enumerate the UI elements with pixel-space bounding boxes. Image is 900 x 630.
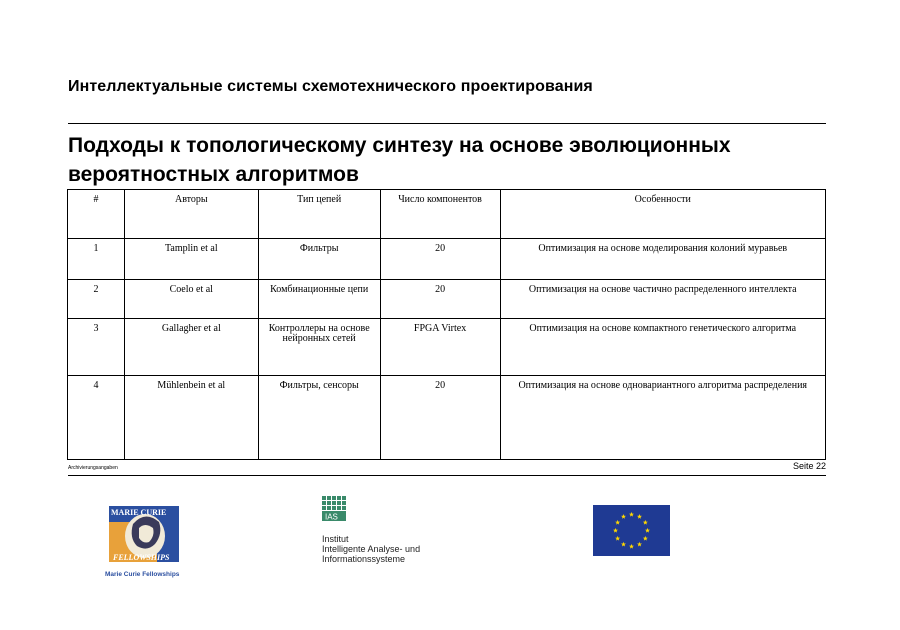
eu-flag-logo: [593, 505, 670, 556]
table-row: [68, 375, 826, 459]
cell-circuit-type: Фильтры: [258, 239, 380, 280]
table-row: [68, 239, 826, 280]
header-cell-components: Число компонентов: [380, 190, 500, 239]
cell-components: 20: [380, 375, 500, 459]
cell-number: 2: [68, 279, 125, 319]
cell-authors: Gallagher et al: [124, 319, 258, 375]
archive-note: Archivierungsangaben: [68, 465, 118, 471]
approaches-table: [67, 189, 826, 460]
cell-features: Оптимизация на основе моделирования колоний муравьев: [500, 239, 826, 280]
cell-components: FPGA Virtex: [380, 319, 500, 375]
cell-number: 3: [68, 319, 125, 375]
header-divider: [68, 123, 826, 124]
ias-line-3: Informationssysteme: [322, 554, 406, 564]
cell-authors: Tamplin et al: [124, 239, 258, 280]
cell-authors: Mühlenbein et al: [124, 375, 258, 459]
cell-circuit-type: Комбинационные цепи: [258, 279, 380, 319]
cell-circuit-type: Контроллеры на основе нейронных сетей: [258, 319, 380, 375]
marie-curie-logo-line1: MARIE CURIE: [111, 508, 167, 517]
table-row: [68, 279, 826, 319]
cell-circuit-type: Фильтры, сенсоры: [258, 375, 380, 459]
cell-number: 4: [68, 375, 125, 459]
marie-curie-logo: [103, 500, 203, 580]
table-row: [68, 319, 826, 375]
marie-curie-logo-line2: FELLOWSHIPS: [113, 553, 170, 562]
header-cell-number: #: [68, 190, 125, 239]
ias-line-1: Institut: [322, 534, 349, 544]
slide-title: Подходы к топологическому синтезу на основе эволюционных вероятностных алгоритмов: [68, 134, 731, 186]
header-cell-circuit-type: Тип цепей: [258, 190, 380, 239]
cell-features: Оптимизация на основе одновариантного алгоритма распределения: [500, 375, 826, 459]
marie-curie-caption: Marie Curie Fellowships: [105, 571, 180, 578]
cell-components: 20: [380, 239, 500, 280]
footer-divider: [68, 475, 826, 476]
ias-line-2: Intelligente Analyse- und: [322, 544, 421, 554]
ias-institute-name: [322, 534, 420, 564]
presentation-header-title: Интеллектуальные системы схемотехнического проектирования: [68, 78, 593, 95]
cell-authors: Coelo et al: [124, 279, 258, 319]
page-number: Seite 22: [792, 461, 826, 471]
cell-number: 1: [68, 239, 125, 280]
cell-features: Оптимизация на основе частично распределенного интеллекта: [500, 279, 826, 319]
ias-mark: IAS: [325, 512, 338, 522]
cell-components: 20: [380, 279, 500, 319]
header-cell-features: Особенности: [500, 190, 826, 239]
header-cell-authors: Авторы: [124, 190, 258, 239]
cell-features: Оптимизация на основе компактного генетического алгоритма: [500, 319, 826, 375]
table-header-row: [68, 190, 826, 239]
